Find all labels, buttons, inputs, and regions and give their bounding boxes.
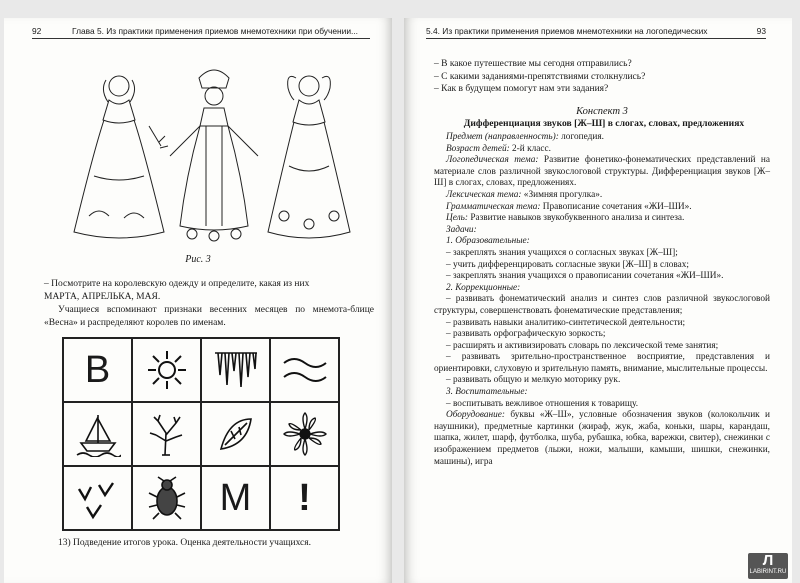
exclamation-mark: ! bbox=[298, 476, 311, 519]
tasks-label: Задачи: bbox=[446, 224, 477, 235]
watermark-text: LABIRINT.RU bbox=[749, 569, 787, 575]
questions-block bbox=[434, 58, 770, 96]
corr-item-2: – развивать навыки аналитико-синтетической деятельности; bbox=[446, 317, 686, 328]
corr-item-5: – развивать зрительно-пространственное восприятие, представления и ориентировки, слуховую и зрительную память, внимание, мыслительные процессы. bbox=[434, 352, 770, 374]
cell-sun bbox=[132, 338, 201, 402]
cell-letter-m bbox=[201, 466, 270, 530]
corr-label: 2. Коррекционные: bbox=[446, 282, 521, 293]
left-para1-line2: МАРТА, АПРЕЛЬКА, МАЯ. bbox=[44, 291, 161, 302]
konspekt-body bbox=[434, 132, 770, 468]
vosp-item-1: – воспитывать вежливое отношения к товарищу. bbox=[446, 398, 639, 409]
left-page-number: 92 bbox=[32, 26, 42, 36]
letter-m: М bbox=[219, 476, 252, 519]
tree-icon bbox=[144, 411, 190, 457]
cell-bud bbox=[201, 402, 270, 466]
letter-b: В bbox=[84, 348, 111, 391]
age-value: 2-й класс. bbox=[509, 143, 551, 154]
right-page-number: 93 bbox=[756, 26, 766, 36]
figure-caption: Рис. 3 bbox=[185, 254, 211, 265]
right-running-header bbox=[426, 26, 766, 39]
left-paragraph-2: Учащиеся вспоминают признаки весенних месяцев по мнемота-блице «Весна» и распределяют королев по именам. bbox=[44, 305, 374, 328]
right-running-head: 5.4. Из практики применения приемов мнемотехники на логопедических bbox=[426, 26, 708, 36]
queen-3-figure bbox=[268, 76, 350, 238]
corr-item-1: – развивать фонематический анализ и синтез слов различной звукослоговой структуры, совершенствовать фонематические представления; bbox=[434, 294, 770, 316]
subject-line bbox=[434, 132, 770, 144]
konspekt-subtitle: Дифференциация звуков [Ж–Ш] в слогах, словах, предложениях bbox=[463, 118, 745, 129]
cell-exclamation bbox=[270, 466, 339, 530]
beetle-icon bbox=[144, 475, 190, 521]
birds-icon bbox=[75, 475, 121, 521]
theme-label: Логопедическая тема: bbox=[446, 155, 539, 166]
waves-icon bbox=[282, 347, 328, 393]
cell-flower bbox=[270, 402, 339, 466]
cell-boat bbox=[63, 402, 132, 466]
equip-line bbox=[434, 410, 770, 468]
watermark-letter: Л bbox=[762, 552, 774, 569]
boat-icon bbox=[75, 411, 121, 457]
left-page bbox=[4, 18, 392, 583]
corr-item-4: – расширять и активизировать словарь по лексической теме занятия; bbox=[446, 340, 719, 351]
edu-item-3: – закреплять знания учащихся о правописании сочетания «ЖИ–ШИ». bbox=[446, 271, 724, 282]
question-2: – С какими заданиями-препятствиями столкнулись? bbox=[434, 71, 646, 82]
subject-label: Предмет (направленность): bbox=[446, 132, 559, 142]
equip-value: буквы «Ж–Ш», условные обозначения звуков (колокольчик и наушники), предметные картинки (жираф, жук, жаба, коньки, шары, карандаш, шапка, жилет, шарф, футболка, шуба, рубашка, юбка, варежки, свитер), снежинки с изображением предметов (лыжи, ножи, малыши, камыши, шишки, снежинки, машины), игра bbox=[434, 410, 770, 467]
cell-waves bbox=[270, 338, 339, 402]
gram-line bbox=[434, 202, 770, 214]
corr-item-3: – развивать орфографическую зоркость; bbox=[446, 329, 606, 340]
konspekt-title: Конспект 3 bbox=[576, 106, 628, 117]
edu-item-2: – учить дифференцировать согласные звуки [Ж–Ш] в словах; bbox=[446, 259, 690, 270]
gram-value: Правописание сочетания «ЖИ–ШИ». bbox=[540, 201, 692, 212]
labirint-watermark-logo bbox=[748, 553, 788, 579]
age-label: Возраст детей: bbox=[446, 143, 510, 154]
goal-value: Развитие навыков звукобуквенного анализа и синтеза. bbox=[468, 213, 685, 224]
bud-icon bbox=[213, 411, 259, 457]
cell-letter-b bbox=[63, 338, 132, 402]
mnemotable-grid bbox=[62, 337, 340, 531]
age-line bbox=[434, 144, 770, 156]
corr-item-6: – развивать общую и мелкую моторику рук. bbox=[446, 375, 621, 386]
goal-label: Цель: bbox=[446, 213, 468, 224]
question-3: – Как в будущем помогут нам эти задания? bbox=[434, 84, 609, 94]
queen-1-figure bbox=[74, 76, 168, 238]
edu-label: 1. Образовательные: bbox=[446, 236, 530, 247]
left-running-header bbox=[32, 26, 370, 39]
theme-value: Развитие фонетико-фонематических представлений на материале слов различной звукослоговой структуры. Дифференциация звуков [Ж–Ш] в слогах, словах, предложениях. bbox=[434, 155, 770, 189]
goal-line bbox=[434, 213, 770, 225]
equip-label: Оборудование: bbox=[446, 410, 505, 421]
subject-value: логопедия. bbox=[558, 132, 604, 142]
sun-icon bbox=[144, 347, 190, 393]
edu-item-1: – закреплять знания учащихся о согласных звуках [Ж–Ш]; bbox=[446, 247, 678, 258]
question-1: – В какое путешествие мы сегодня отправились? bbox=[434, 59, 632, 69]
left-running-head: Глава 5. Из практики применения приемов мнемотехники при обучении... bbox=[72, 26, 358, 36]
icicles-icon bbox=[213, 347, 259, 393]
left-para1-line1: – Посмотрите на королевскую одежду и определите, какая из них bbox=[44, 279, 310, 289]
left-paragraph-3: 13) Подведение итогов урока. Оценка деятельности учащихся. bbox=[58, 538, 312, 548]
lex-label: Лексическая тема: bbox=[446, 189, 522, 200]
cell-birds bbox=[63, 466, 132, 530]
theme-line bbox=[434, 155, 770, 190]
left-paragraph-1 bbox=[44, 278, 374, 303]
queen-2-figure bbox=[170, 70, 258, 241]
vosp-label: 3. Воспитательные: bbox=[446, 387, 528, 398]
cell-beetle bbox=[132, 466, 201, 530]
lex-value: «Зимняя прогулка». bbox=[521, 189, 603, 200]
lex-line bbox=[434, 190, 770, 202]
cell-tree bbox=[132, 402, 201, 466]
right-page bbox=[404, 18, 792, 583]
queens-illustration bbox=[64, 66, 364, 246]
gram-label: Грамматическая тема: bbox=[446, 201, 541, 212]
flower-icon bbox=[282, 411, 328, 457]
cell-icicles bbox=[201, 338, 270, 402]
